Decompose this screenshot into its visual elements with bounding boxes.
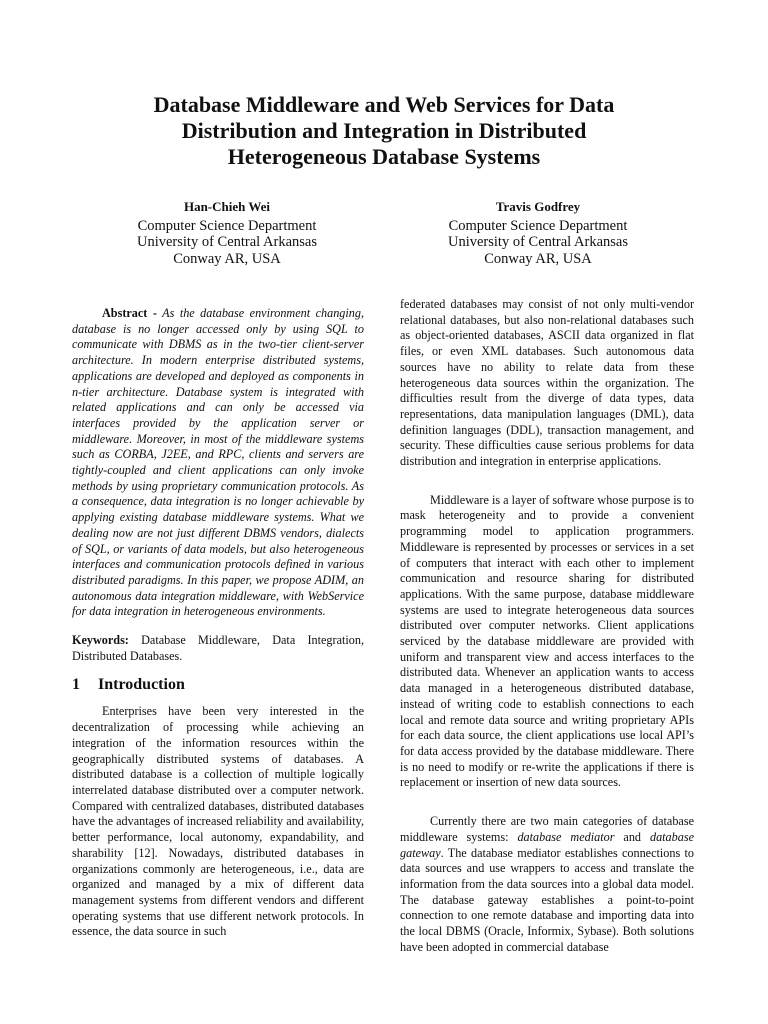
author-location: Conway AR, USA [173, 250, 281, 267]
paragraph-middleware: Middleware is a layer of software whose purpose is to mask heterogeneity and to provide a convenient programming model to application programmers. Middleware is represented by processes or services in a set of computers that interact with each other to implement communication and resource sharing for distributed applications. With the same purpose, database middleware systems are used to integrate heterogeneous data sources distributed over computer networks. Client applications serviced by the database middleware are provided with uniform and transparent view and access interfaces to the distributed data. Whenever an application wants to access data managed in a heterogeneous distributed database, instead of writing code to establish connections to each local and remote data source and writing proprietary APIs for each data source, the client applications use local API’s for data access provided by the database middleware. There is no need to modify or re-write the applications if there is replacement or insertion of new data sources. [400, 492, 694, 790]
paper-title [60, 92, 708, 170]
abstract-label: Abstract - [102, 306, 157, 320]
title-line: Database Middleware and Web Services for Data [153, 92, 615, 117]
author-location: Conway AR, USA [484, 250, 592, 267]
section-title: Introduction [98, 676, 185, 694]
author-department: Computer Science Department [137, 217, 317, 234]
section-heading [72, 675, 364, 695]
left-column [72, 306, 364, 940]
author-university: University of Central Arkansas [136, 234, 317, 251]
title-line: Heterogeneous Database Systems [227, 144, 541, 169]
intro-paragraph: Enterprises have been very interested in the decentralization of processing while achieving an integration of the information resources within the geographically distributed systems of databases. A distributed database is a collection of multiple logically interrelated database distributed over a computer network. Compared with centralized databases, distributed databases have the advantages of increased reliability and availability, better performance, local autonomy, expandability, and sharability [12]. Nowadays, distributed databases in organizations commonly are heterogeneous, i.e., data are organized and managed by a mix of different data management systems from different vendors and different operating systems that use different network protocols. In essence, the data source in such [72, 704, 364, 939]
abstract-text: As the database environment changing, database is no longer accessed only by using SQL to communicate with DBMS as in the two-tier client-server architecture. In modern enterprise distributed systems, applications are developed and deployed as components in n-tier architecture. Database system is integrated with related applications and can only be accessed via interfaces provided by the application server or middleware. Moreover, in most of the middleware systems such as CORBA, J2EE, and RPC, clients and servers are tightly-coupled and client applications can only invoke methods by using proprietary communication protocols. As a consequence, data integration is no longer achievable by applying existing database middleware systems. What we dealing now are not just different DBMS vendors, dialects of SQL, or variants of data models, but also heterogeneous interfaces and communication protocols defined in various distributed paradigms. In this paper, we propose ADIM, an autonomous data integration middleware, with WebService for data integration in heterogeneous environments. [72, 306, 364, 619]
paragraph-federated: federated databases may consist of not only multi-vendor relational databases, but also non-relational databases such as object-oriented databases, ASCII data organized in flat files, or even XML databases. Such autonomous data sources have no ability to relate data from these heterogeneous data sources within the organization. The difficulties result from the diverge of data types, data representations, data manipulation languages (DML), data definition languages (DDL), transaction management, and security. These difficulties cause serious problems for data distribution and integration in enterprise applications. [400, 297, 694, 469]
author-block-2 [418, 199, 658, 267]
author-university: University of Central Arkansas [447, 234, 628, 251]
keywords-label: Keywords: [72, 633, 129, 648]
conjunction: and [614, 829, 650, 844]
keywords [72, 633, 364, 664]
author-department: Computer Science Department [448, 217, 628, 234]
term-database-mediator: database mediator [517, 829, 615, 844]
title-line: Distribution and Integration in Distributed [181, 118, 587, 143]
section-number: 1 [72, 676, 80, 694]
categories-text-start: Currently there are two main categories of database middleware systems: [400, 814, 694, 844]
abstract [72, 306, 364, 620]
term-database-gateway: database gateway [400, 829, 694, 860]
paragraph-categories [400, 814, 694, 955]
right-column [400, 297, 694, 955]
author-name: Han-Chieh Wei [183, 199, 271, 214]
author-block-1 [107, 199, 347, 267]
author-name: Travis Godfrey [495, 199, 581, 214]
keywords-text: Database Middleware, Data Integration, Distributed Databases. [72, 633, 364, 663]
categories-text-end: . The database mediator establishes connections to data sources and use wrappers to access and translate the information from the data sources into a global data model. The database gateway establishes a point-to-point connection to one remote database and importing data into the local DBMS (Oracle, Informix, Sybase). Both solutions have been adopted in commercial database [400, 845, 694, 954]
